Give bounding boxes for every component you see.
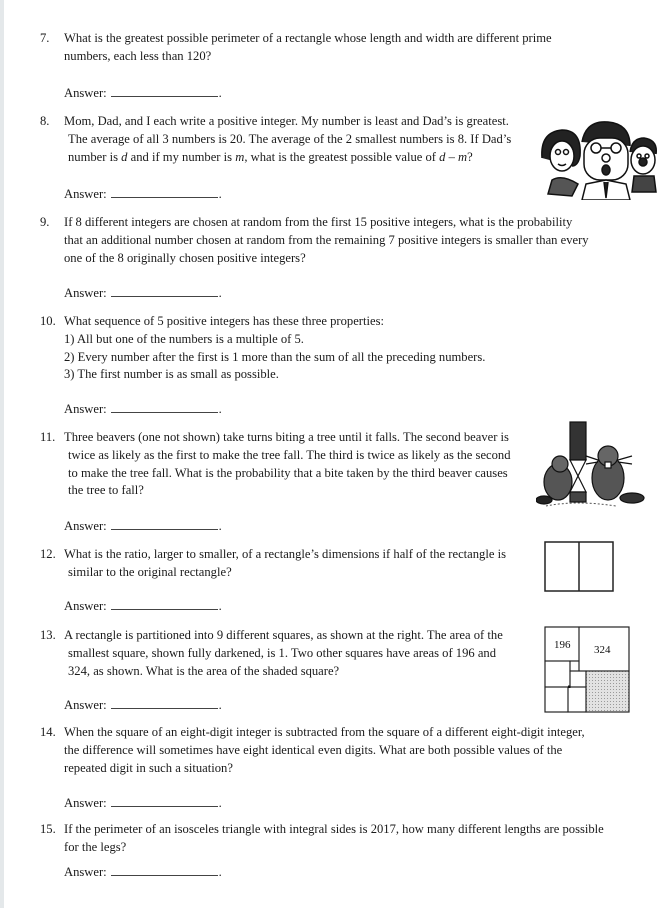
problem-line: for the legs? xyxy=(64,839,127,854)
answer-label: Answer: xyxy=(64,698,107,712)
problem-number: 9. xyxy=(40,215,50,229)
answer-label: Answer: xyxy=(64,86,107,100)
smallest-darkened-square xyxy=(568,686,571,689)
squared-rectangle-diagram xyxy=(544,626,632,714)
problem-number: 14. xyxy=(40,725,56,739)
beaver-right xyxy=(586,446,644,503)
beavers-cartoon-illustration xyxy=(536,420,646,510)
problem-number: 11. xyxy=(40,430,56,444)
answer-period: . xyxy=(218,402,222,416)
problem-line: What sequence of 5 positive integers has these three properties: xyxy=(64,314,384,328)
answer-line-13[interactable] xyxy=(64,697,222,713)
problem-text xyxy=(64,214,589,267)
rectangle-halves-diagram xyxy=(544,541,616,593)
answer-line-11[interactable] xyxy=(64,518,222,534)
answer-line-9[interactable] xyxy=(64,285,222,301)
answer-label: Answer: xyxy=(64,599,107,613)
answer-period: . xyxy=(218,187,222,201)
problem-line: twice as likely as the first to make the tree fall. The third is twice as likely as the second xyxy=(68,447,511,462)
problem-line: If the perimeter of an isosceles triangle with integral sides is 2017, how many different lengths are possible xyxy=(64,822,604,836)
answer-blank[interactable] xyxy=(111,795,218,807)
problem-number: 8. xyxy=(40,114,50,128)
answer-period: . xyxy=(218,796,222,810)
answer-blank[interactable] xyxy=(111,401,218,413)
answer-label: Answer: xyxy=(64,865,107,879)
answer-label: Answer: xyxy=(64,796,107,810)
problem-line: A rectangle is partitioned into 9 different squares, as shown at the right. The area of the xyxy=(64,628,503,642)
problem-line: Three beavers (one not shown) take turns biting a tree until it falls. The second beaver is xyxy=(64,430,509,444)
answer-blank[interactable] xyxy=(111,518,218,530)
answer-label: Answer: xyxy=(64,519,107,533)
problem-8 xyxy=(40,113,511,166)
mom-figure xyxy=(542,130,580,196)
child-figure xyxy=(630,138,656,192)
problem-line: one of the 8 originally chosen positive integers? xyxy=(64,250,306,265)
answer-line-12[interactable] xyxy=(64,598,222,614)
problem-line: that an additional number chosen at random from the remaining 7 positive integers is smaller than every xyxy=(64,232,589,247)
answer-period: . xyxy=(218,599,222,613)
problem-line: 2) Every number after the first is 1 more than the sum of all the preceding numbers. xyxy=(64,349,486,364)
problem-number: 7. xyxy=(40,31,50,45)
problem-13 xyxy=(40,627,503,680)
problem-text xyxy=(64,113,511,166)
problem-line: If 8 different integers are chosen at random from the first 15 positive integers, what is the probability xyxy=(64,215,573,229)
problem-text xyxy=(64,627,503,680)
problem-line: What is the greatest possible perimeter of a rectangle whose length and width are different prime xyxy=(64,31,552,45)
answer-line-7[interactable] xyxy=(64,85,222,101)
answer-line-15[interactable] xyxy=(64,864,222,880)
problem-line: the tree to fall? xyxy=(68,483,144,498)
problem-text xyxy=(64,821,604,857)
problem-line: similar to the original rectangle? xyxy=(68,564,232,579)
problem-line: What is the ratio, larger to smaller, of a rectangle’s dimensions if half of the rectangle is xyxy=(64,547,506,561)
answer-blank[interactable] xyxy=(111,85,218,97)
problem-number: 12. xyxy=(40,547,56,561)
problem-line: Mom, Dad, and I each write a positive integer. My number is least and Dad’s is greatest. xyxy=(64,114,509,128)
answer-blank[interactable] xyxy=(111,864,218,876)
problem-line: number is d and if my number is m, what is the greatest possible value of d – m? xyxy=(68,149,473,164)
problem-line: repeated digit in such a situation? xyxy=(64,760,233,775)
problem-line: 3) The first number is as small as possible. xyxy=(64,367,279,382)
tree-trunk xyxy=(570,422,586,502)
problem-line: smallest square, shown fully darkened, is 1. Two other squares have areas of 196 and xyxy=(68,645,497,660)
answer-period: . xyxy=(218,86,222,100)
answer-blank[interactable] xyxy=(111,285,218,297)
answer-blank[interactable] xyxy=(111,598,218,610)
problem-line: When the square of an eight-digit integer is subtracted from the square of a different eight-digit integer, xyxy=(64,725,585,739)
problem-9 xyxy=(40,214,589,267)
problem-line: 1) All but one of the numbers is a multiple of 5. xyxy=(64,331,304,346)
answer-period: . xyxy=(218,865,222,879)
problem-line: the difference will sometimes have eight identical even digits. What are both possible values of the xyxy=(64,742,563,757)
answer-period: . xyxy=(218,519,222,533)
problem-14 xyxy=(40,724,585,777)
answer-line-14[interactable] xyxy=(64,795,222,811)
shaded-square xyxy=(586,671,629,712)
problem-11 xyxy=(40,429,511,500)
problem-text xyxy=(64,313,485,384)
wood-chips xyxy=(546,503,616,506)
answer-label: Answer: xyxy=(64,187,107,201)
beaver-left xyxy=(536,456,572,504)
problem-text xyxy=(64,546,506,582)
problem-15 xyxy=(40,821,604,857)
answer-blank[interactable] xyxy=(111,186,218,198)
label-196: 196 xyxy=(554,639,571,651)
answer-blank[interactable] xyxy=(111,697,218,709)
answer-label: Answer: xyxy=(64,286,107,300)
problem-text xyxy=(64,724,585,777)
family-cartoon-illustration xyxy=(538,118,660,200)
problem-7 xyxy=(40,30,552,66)
answer-label: Answer: xyxy=(64,402,107,416)
problem-line: The average of all 3 numbers is 20. The average of the 2 smallest numbers is 8. If Dad’s xyxy=(68,131,512,146)
answer-line-8[interactable] xyxy=(64,186,222,202)
problem-10 xyxy=(40,313,485,384)
problem-12 xyxy=(40,546,506,582)
answer-period: . xyxy=(218,698,222,712)
problem-number: 13. xyxy=(40,628,56,642)
answer-period: . xyxy=(218,286,222,300)
dad-figure xyxy=(582,122,630,200)
problem-text xyxy=(64,30,552,66)
problem-line: 324, as shown. What is the area of the shaded square? xyxy=(68,663,340,678)
answer-line-10[interactable] xyxy=(64,401,222,417)
problem-line: to make the tree fall. What is the probability that a bite taken by the third beaver causes xyxy=(68,465,508,480)
label-324: 324 xyxy=(594,644,611,656)
problem-number: 10. xyxy=(40,314,56,328)
problem-text xyxy=(64,429,511,500)
problem-number: 15. xyxy=(40,822,56,836)
problem-line: numbers, each less than 120? xyxy=(64,48,212,63)
